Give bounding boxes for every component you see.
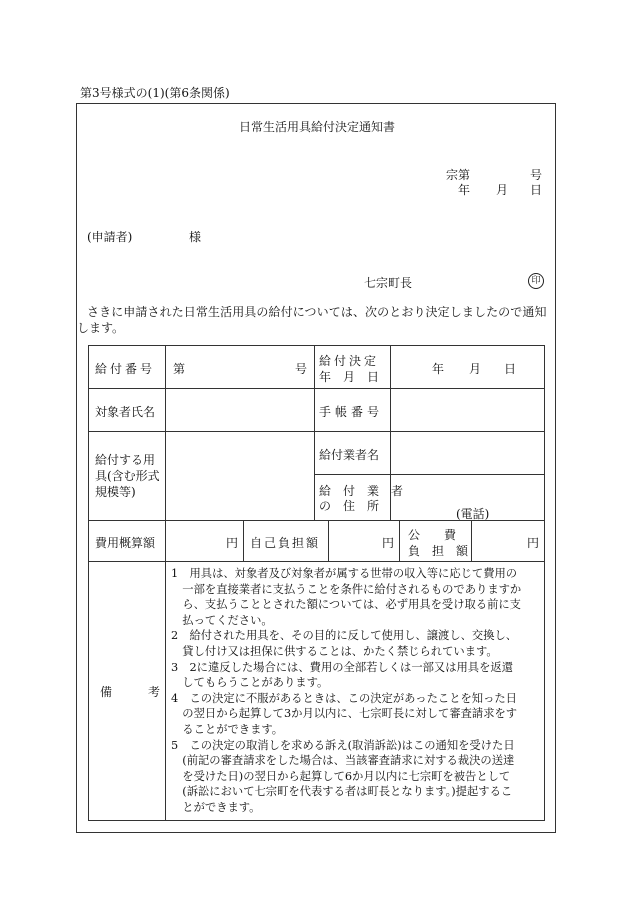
cost-estimate-label: 費用概算額 [95,536,156,550]
public-burden-yen: 円 [527,536,540,550]
item-label-line3: 規模等) [95,485,136,499]
notice-form [76,103,556,833]
public-burden-label-line2: 負 担 額 [408,544,469,558]
remarks-label-char1: 備 [100,685,113,699]
note-line: 3 2に違反した場合には、費用の全部若しくは一部又は用具を返還 [171,660,513,674]
vendor-address-label-line2: の 住 所 [319,499,380,513]
decision-year: 年 [432,362,445,376]
self-pay-yen: 円 [382,536,395,550]
note-line: (前記の審査請求をした場合は、当該審査請求に対する裁決の送達 [171,754,515,768]
note-line: 2 給付された用具を、その目的に反して使用し、譲渡し、交換し、 [171,629,518,643]
remarks-label-char2: 考 [148,685,161,699]
note-line: 1 用具は、対象者及び対象者が属する世帯の収入等に応じて費用の [171,567,518,580]
benefit-number-suffix: 号 [295,362,308,376]
applicant-honorific: 様 [189,230,202,244]
item-label-line2: 具(含む形式 [95,469,160,483]
self-pay-label: 自己負担額 [250,536,321,550]
item-label-line1: 給付する用 [95,453,156,467]
issuer-name: 七宗町長 [364,276,413,290]
note-line: ら、支払うこととされた額については、必ず用具を受け取る前に支 [171,598,521,612]
note-line: 5 この決定の取消しを求める訴え(取消訴訟)はこの通知を受けた日 [171,738,515,752]
seal-mark: 印 [528,273,544,289]
form-number-label: 第3号様式の(1)(第6条関係) [80,86,230,100]
subject-name-label: 対象者氏名 [95,405,156,419]
vendor-address-label-line1: 給 付 業 者 [319,484,404,498]
decision-table [88,345,545,821]
note-line: の翌日から起算して3か月以内に、七宗町長に対して審査請求をす [171,707,518,721]
benefit-number-prefix: 第 [173,362,186,376]
applicant-label: (申請者) [87,230,133,244]
note-line: してもらうことがあります。 [171,676,329,690]
reference-suffix: 号 [530,168,543,182]
note-line: 払ってください。 [171,613,273,627]
note-line: 4 この決定に不服があるときは、この決定があったことを知った日 [171,691,517,705]
benefit-number-label: 給付番号 [95,362,156,376]
vendor-name-label: 給付業者名 [319,448,380,462]
note-line: ることができます。 [171,722,284,736]
decision-date-label: 給付決定 [319,354,380,368]
body-text-line2: します。 [77,321,125,335]
note-line: (訴訟において七宗町を代表する者は町長となります。)提起するこ [171,785,513,799]
body-text-line1: さきに申請された日常生活用具の給付については、次のとおり決定しましたので通知 [87,305,547,319]
note-line: とができます。 [171,800,261,814]
issue-date-day: 日 [530,183,543,197]
public-burden-label-line1: 公 費 [408,528,457,542]
cost-estimate-yen: 円 [226,536,239,550]
note-line: を受けた日)の翌日から起算して6か月以内に七宗町を被告として [171,769,511,783]
note-line: 貸し付け又は担保に供することは、かたく禁じられています。 [171,644,498,658]
handbook-number-label: 手帳番号 [319,405,384,419]
decision-day: 日 [504,362,517,376]
decision-date-sublabel: 年 月 日 [319,370,380,384]
note-line: 一部を直接業者に支払うことを条件に給付されるものでありますか [171,582,522,596]
remarks-notes [171,566,521,816]
phone-label: (電話) [456,507,490,521]
document-title: 日常生活用具給付決定通知書 [238,120,395,134]
decision-month: 月 [469,362,482,376]
issue-date-year: 年 [458,183,471,197]
reference-prefix: 宗第 [446,168,471,182]
issue-date-month: 月 [496,183,509,197]
